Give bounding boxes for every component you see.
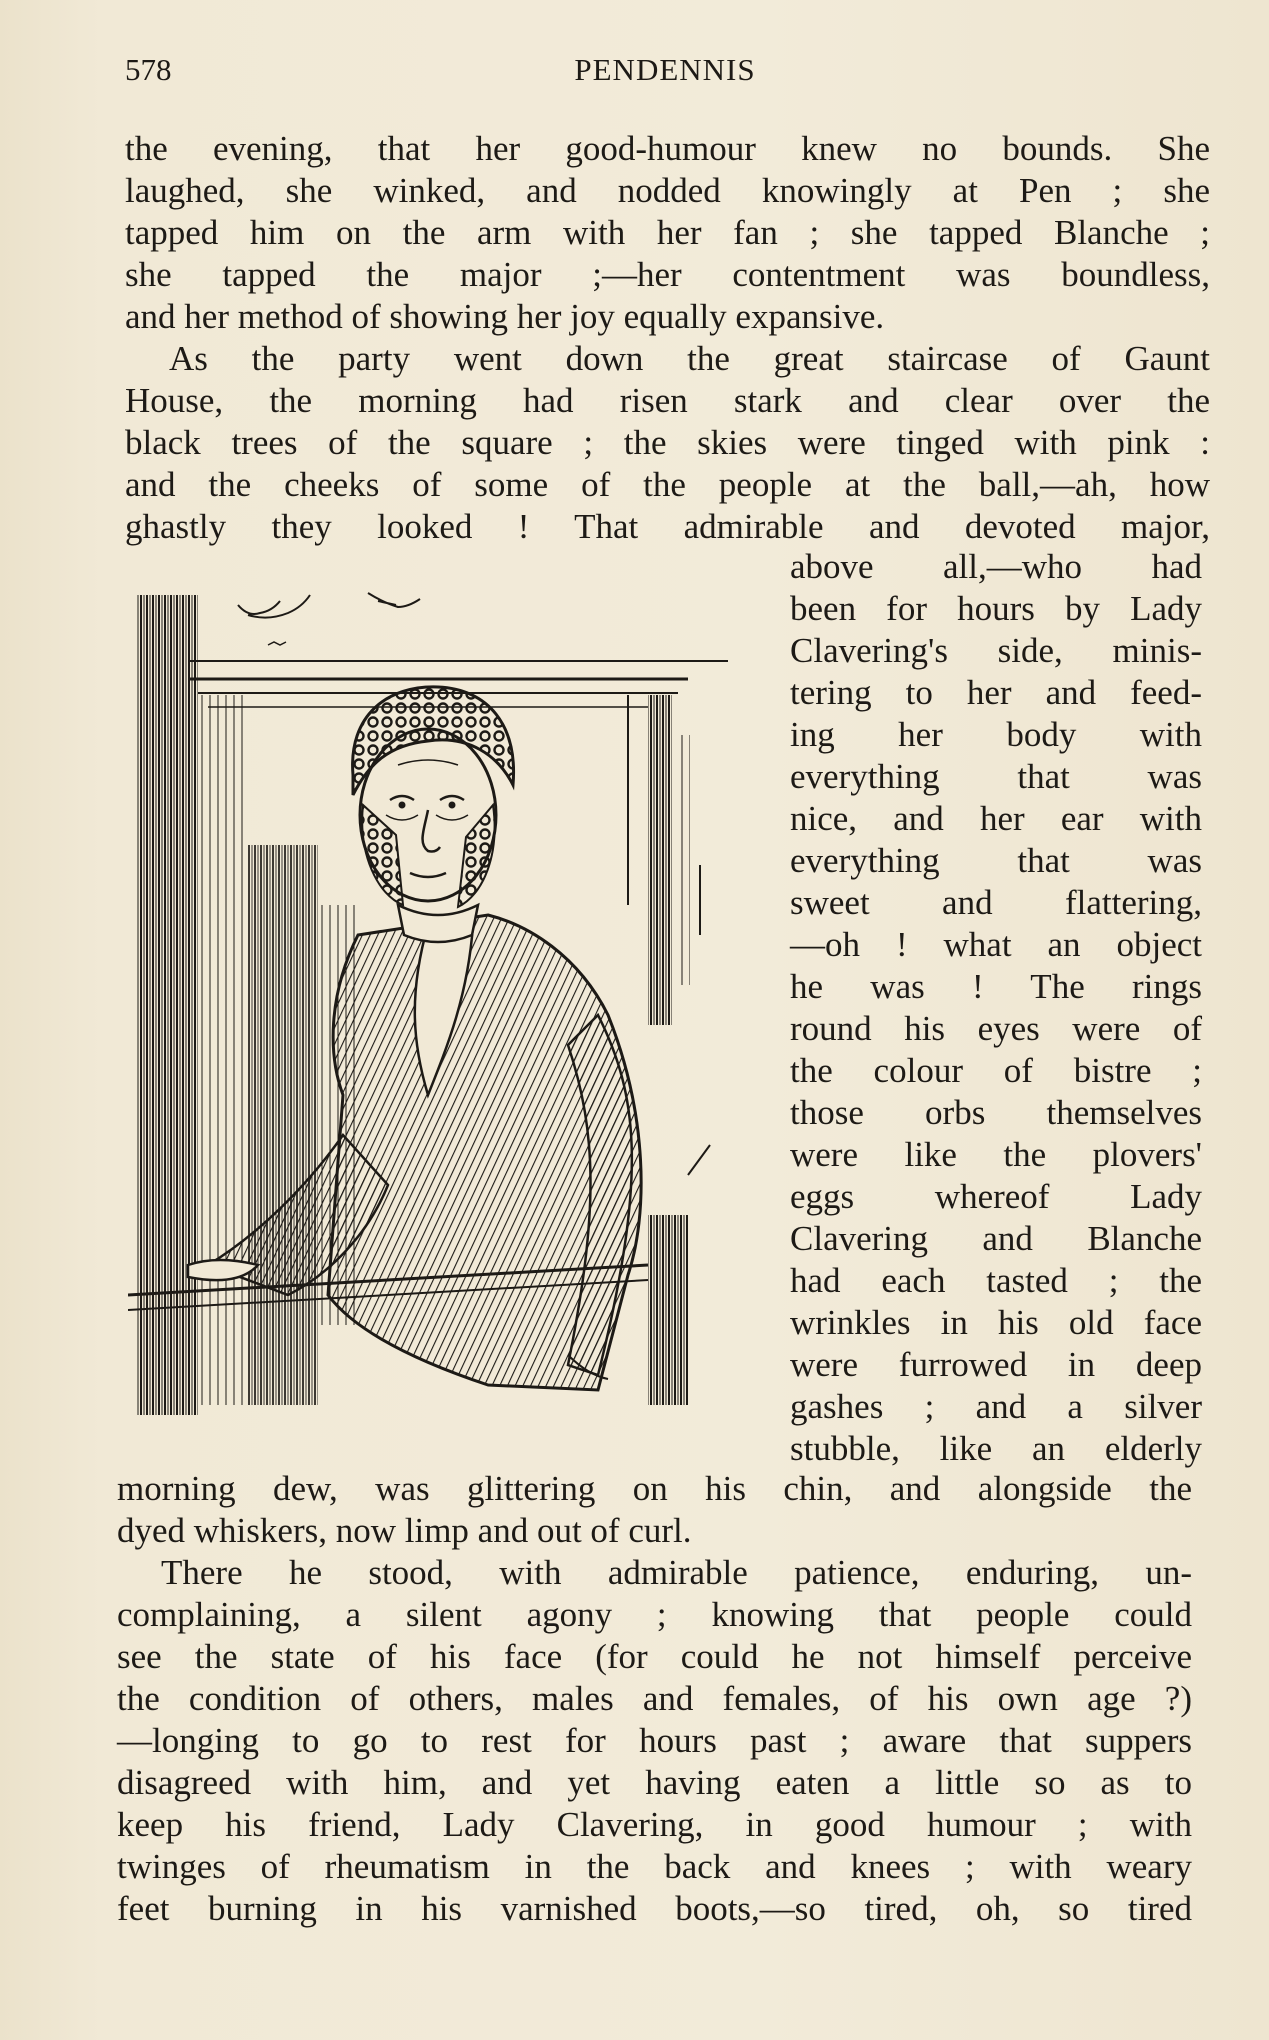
text-line: everything that was <box>790 841 1202 880</box>
text-line: tapped him on the arm with her fan ; she tapped Blanche ; <box>125 213 1210 252</box>
text-line: the evening, that her good-humour knew no bounds. She <box>125 129 1210 168</box>
text-line: sweet and flattering, <box>790 883 1202 922</box>
text-line: were furrowed in deep <box>790 1345 1202 1384</box>
running-title: PENDENNIS <box>574 52 756 87</box>
text-line: the colour of bistre ; <box>790 1051 1202 1090</box>
text-line: tering to her and feed- <box>790 673 1202 712</box>
text-line: As the party went down the great staircase of Gaunt <box>169 339 1210 378</box>
text-line: gashes ; and a silver <box>790 1387 1202 1426</box>
text-line: he was ! The rings <box>790 967 1202 1006</box>
text-line: wrinkles in his old face <box>790 1303 1202 1342</box>
text-line: disagreed with him, and yet having eaten a little so as to <box>117 1763 1192 1802</box>
text-line: see the state of his face (for could he not himself perceive <box>117 1637 1192 1676</box>
text-line: had each tasted ; the <box>790 1261 1202 1300</box>
page-number: 578 <box>125 52 172 87</box>
text-line: Clavering's side, minis- <box>790 631 1202 670</box>
text-line: nice, and her ear with <box>790 799 1202 838</box>
text-line: ghastly they looked ! That admirable and devoted major, <box>125 507 1210 546</box>
text-line: morning dew, was glittering on his chin, and alongside the <box>117 1469 1192 1508</box>
text-line: everything that was <box>790 757 1202 796</box>
text-line: complaining, a silent agony ; knowing that people could <box>117 1595 1192 1634</box>
text-line: feet burning in his varnished boots,—so tired, oh, so tired <box>117 1889 1192 1928</box>
text-line: those orbs themselves <box>790 1093 1202 1132</box>
major-engraving-illustration <box>128 575 756 1417</box>
text-line: were like the plovers' <box>790 1135 1202 1174</box>
page-header <box>125 52 1205 96</box>
text-line: and her method of showing her joy equally expansive. <box>125 297 885 336</box>
text-line: twinges of rheumatism in the back and knees ; with weary <box>117 1847 1192 1886</box>
text-line: House, the morning had risen stark and clear over the <box>125 381 1210 420</box>
text-line: round his eyes were of <box>790 1009 1202 1048</box>
text-line: keep his friend, Lady Clavering, in good humour ; with <box>117 1805 1192 1844</box>
text-line: been for hours by Lady <box>790 589 1202 628</box>
text-line: the condition of others, males and females, of his own age ?) <box>117 1679 1192 1718</box>
text-line: she tapped the major ;—her contentment was boundless, <box>125 255 1210 294</box>
text-line: dyed whiskers, now limp and out of curl. <box>117 1511 692 1550</box>
text-line: above all,—who had <box>790 547 1202 586</box>
text-line: Clavering and Blanche <box>790 1219 1202 1258</box>
text-line: laughed, she winked, and nodded knowingly at Pen ; she <box>125 171 1210 210</box>
text-line: ing her body with <box>790 715 1202 754</box>
text-line: —oh ! what an object <box>790 925 1202 964</box>
text-line: and the cheeks of some of the people at the ball,—ah, how <box>125 465 1210 504</box>
text-line: There he stood, with admirable patience, enduring, un- <box>161 1553 1192 1592</box>
text-line: —longing to go to rest for hours past ; aware that suppers <box>117 1721 1192 1760</box>
text-line: black trees of the square ; the skies were tinged with pink : <box>125 423 1210 462</box>
text-line: eggs whereof Lady <box>790 1177 1202 1216</box>
text-line: stubble, like an elderly <box>790 1429 1202 1468</box>
